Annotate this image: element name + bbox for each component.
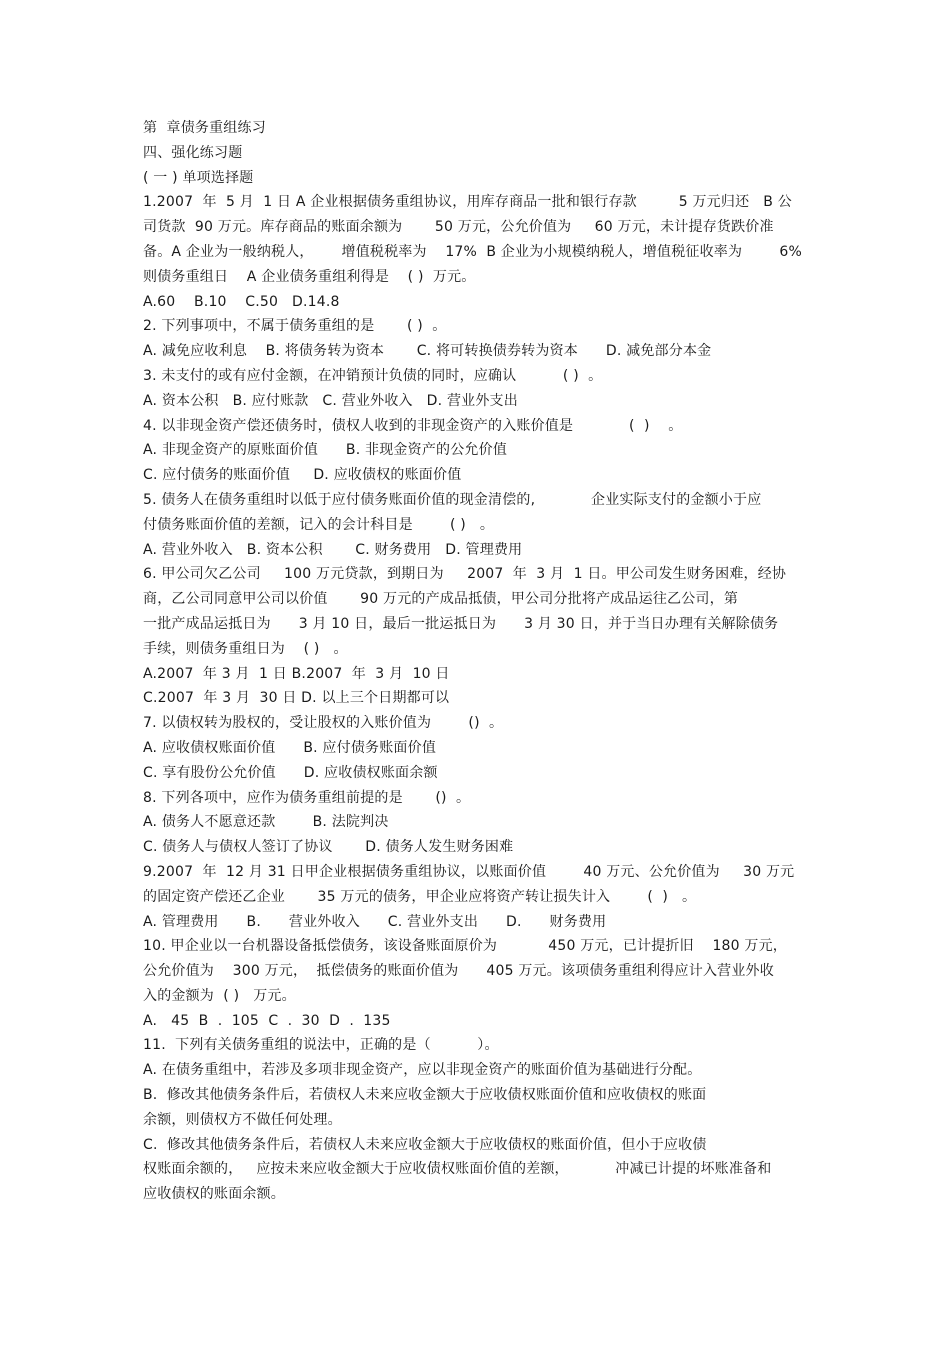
text-line: 则债务重组日 A 企业债务重组利得是 ( ) 万元。: [143, 268, 476, 285]
text-line: 手续，则债务重组日为 ( ) 。: [143, 640, 348, 657]
text-line: C.2007 年 3 月 30 日 D. 以上三个日期都可以: [143, 690, 450, 707]
text-line: A. 资本公积 B. 应付账款 C. 营业外收入 D. 营业外支出: [143, 392, 518, 409]
text-line: A. 非现金资产的原账面价值 B. 非现金资产的公允价值: [143, 442, 508, 459]
text-line: 的固定资产偿还乙企业 35 万元的债务，甲企业应将资产转让损失计入 ( ) 。: [143, 888, 697, 905]
text-line: 8. 下列各项中，应作为债务重组前提的是 () 。: [143, 789, 471, 806]
text-line: 公允价值为 300 万元， 抵偿债务的账面价值为 405 万元。该项债务重组利得应计入营业外收: [143, 963, 774, 980]
text-line: A. 减免应收利息 B. 将债务转为资本 C. 将可转换债券转为资本 D. 减免部分本金: [143, 343, 712, 360]
text-line: C. 享有股份公允价值 D. 应收债权账面余额: [143, 764, 438, 781]
text-line: 10. 甲企业以一台机器设备抵偿债务，该设备账面原价为 450 万元，已计提折旧 180 万元，: [143, 938, 788, 955]
document-body: [143, 116, 813, 1207]
text-line: A.2007 年 3 月 1 日 B.2007 年 3 月 10 日: [143, 665, 450, 682]
text-line: A.60 B.10 C.50 D.14.8: [143, 293, 340, 310]
text-line: 应收债权的账面余额。: [143, 1186, 285, 1203]
text-line: 11. 下列有关债务重组的说法中，正确的是（ ）。: [143, 1037, 499, 1054]
subsection-heading: ( 一 ) 单项选择题: [143, 169, 254, 186]
text-line: 4. 以非现金资产偿还债务时，债权人收到的非现金资产的入账价值是 ( ) 。: [143, 417, 683, 434]
question-list: [143, 190, 813, 1207]
text-line: 9.2007 年 12 月 31 日甲企业根据债务重组协议，以账面价值 40 万元、公允价值为 30 万元: [143, 863, 795, 880]
text-line: A. 管理费用 B. 营业外收入 C. 营业外支出 D. 财务费用: [143, 913, 607, 930]
text-line: 付债务账面价值的差额，记入的会计科目是 ( ) 。: [143, 516, 495, 533]
text-line: B. 修改其他债务条件后，若债权人未来应收金额大于应收债权账面价值和应收债权的账面: [143, 1087, 707, 1104]
text-line: C. 债务人与债权人签订了协议 D. 债务人发生财务困难: [143, 839, 514, 856]
text-line: 7. 以债权转为股权的，受让股权的入账价值为 () 。: [143, 715, 504, 732]
text-line: 余额，则债权方不做任何处理。: [143, 1111, 342, 1128]
text-line: C. 应付债务的账面价值 D. 应收债权的账面价值: [143, 467, 462, 484]
text-line: 司货款 90 万元。库存商品的账面余额为 50 万元，公允价值为 60 万元，未计提存货跌价准: [143, 219, 774, 236]
text-line: A. 45 B . 105 C . 30 D . 135: [143, 1012, 391, 1029]
text-line: 5. 债务人在债务重组时以低于应付债务账面价值的现金清偿的, 企业实际支付的金额小于应: [143, 491, 762, 508]
text-line: 2. 下列事项中，不属于债务重组的是 ( ) 。: [143, 318, 447, 335]
text-line: A. 应收债权账面价值 B. 应付债务账面价值: [143, 739, 437, 756]
text-line: 备。A 企业为一般纳税人， 增值税税率为 17% B 企业为小规模纳税人，增值税征收率为 6%: [143, 243, 803, 260]
text-line: C. 修改其他债务条件后，若债权人未来应收金额大于应收债权的账面价值，但小于应收债: [143, 1136, 707, 1153]
text-line: A. 在债务重组中，若涉及多项非现金资产，应以非现金资产的账面价值为基础进行分配。: [143, 1062, 702, 1079]
text-line: A. 债务人不愿意还款 B. 法院判决: [143, 814, 389, 831]
text-line: 1.2007 年 5 月 1 日 A 企业根据债务重组协议，用库存商品一批和银行存款 5 万元归还 B 公: [143, 194, 792, 211]
text-line: 一批产成品运抵日为 3 月 10 日，最后一批运抵日为 3 月 30 日，并于当日办理有关解除债务: [143, 615, 779, 632]
text-line: 6. 甲公司欠乙公司 100 万元贷款，到期日为 2007 年 3 月 1 日。甲公司发生财务困难，经协: [143, 566, 787, 583]
text-line: 商，乙公司同意甲公司以价值 90 万元的产成品抵债，甲公司分批将产成品运往乙公司，第: [143, 591, 739, 608]
document-title: 第 章债务重组练习: [143, 120, 266, 136]
text-line: 3. 未支付的或有应付金额，在冲销预计负债的同时，应确认 ( ) 。: [143, 367, 603, 384]
text-line: 权账面余额的， 应按未来应收金额大于应收债权账面价值的差额， 冲减已计提的坏账准备和: [143, 1161, 772, 1178]
section-heading: 四、强化练习题: [143, 144, 243, 161]
text-line: A. 营业外收入 B. 资本公积 C. 财务费用 D. 管理费用: [143, 541, 523, 558]
text-line: 入的金额为 ( ) 万元。: [143, 987, 296, 1004]
